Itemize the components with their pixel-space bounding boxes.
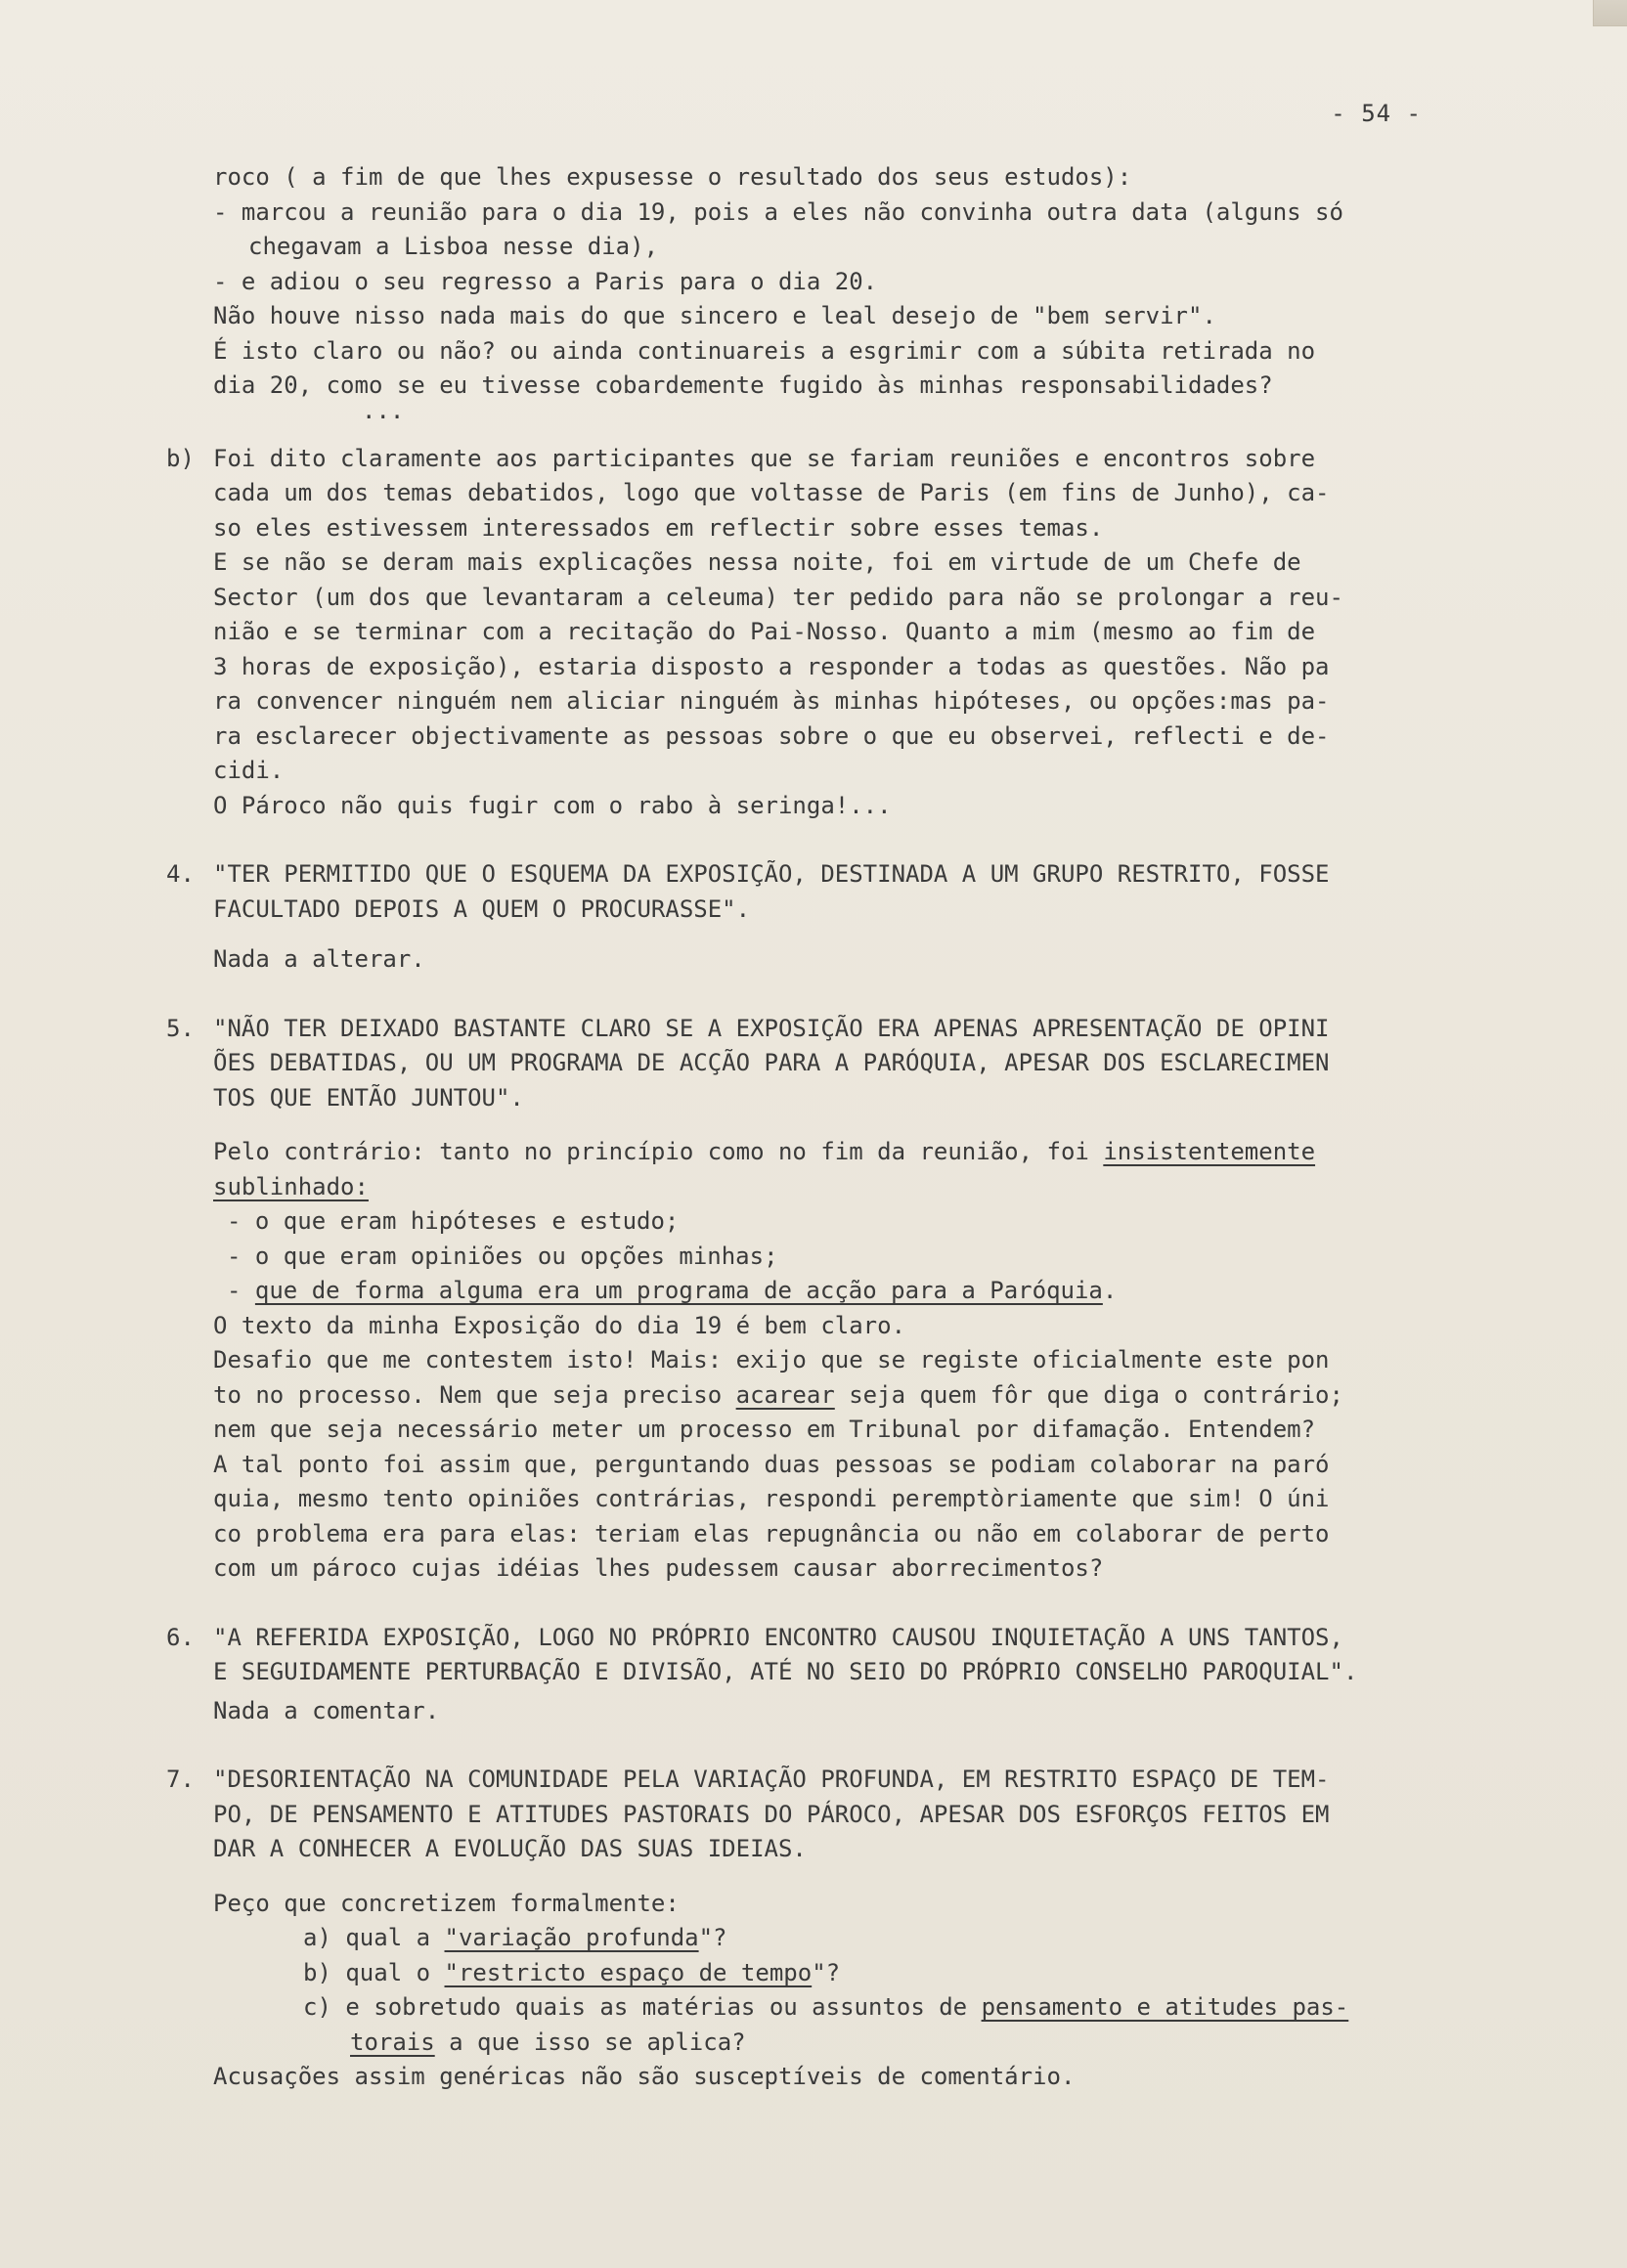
item-5 [166,1012,1467,1587]
text-line: cidi. [213,757,285,784]
text-line: nião e se terminar com a recitação do Pai-Nosso. Quanto a mim (mesmo ao fim de [213,618,1316,645]
quoted-accusation: E SEGUIDAMENTE PERTURBAÇÃO E DIVISÃO, ATÉ NO SEIO DO PRÓPRIO CONSELHO PAROQUIAL". [213,1658,1358,1685]
underlined-text: "restricto espaço de tempo [444,1958,813,1986]
bullet-continuation: chegavam a Lisboa nesse dia), [248,233,659,260]
document-body [166,160,1467,2095]
underlined-text: insistentemente [1103,1138,1316,1165]
quoted-accusation: FACULTADO DEPOIS A QUEM O PROCURASSE". [213,894,751,923]
text-line: to no processo. Nem que seja preciso acarear seja quem fôr que diga o contrário; [213,1380,1343,1409]
list-item: b) qual o "restricto espaço de tempo"? [303,1958,841,1986]
text-line: É isto claro ou não? ou ainda continuareis a esgrimir com a súbita retirada no [213,336,1316,365]
item-4 [166,857,1467,978]
quoted-accusation: DAR A CONHECER A EVOLUÇÃO DAS SUAS IDEIAS. [213,1835,807,1862]
bullet-line: - que de forma alguma era um programa de acção para a Paróquia. [227,1277,1118,1304]
section-label: b) [166,444,195,472]
answer-text: Nada a alterar. [213,945,425,973]
item-number: 7. [166,1766,195,1793]
ellipsis-mark: ... [362,396,405,424]
text-line: Peço que concretizem formalmente: [213,1889,680,1917]
underlined-text: sublinhado: [213,1172,369,1200]
text-line: Acusações assim genéricas não são susceptíveis de comentário. [213,2063,1076,2090]
underlined-text: torais [350,2028,435,2056]
text-line: roco ( a fim de que lhes expusesse o resultado dos seus estudos): [213,163,1132,191]
staple-mark [1593,0,1627,26]
quoted-accusation: "NÃO TER DEIXADO BASTANTE CLARO SE A EXPOSIÇÃO ERA APENAS APRESENTAÇÃO DE OPINI [213,1014,1330,1042]
list-item: c) e sobretudo quais as matérias ou assuntos de pensamento e atitudes pas- [303,1993,1349,2021]
quoted-accusation: "A REFERIDA EXPOSIÇÃO, LOGO NO PRÓPRIO ENCONTRO CAUSOU INQUIETAÇÃO A UNS TANTOS, [213,1623,1343,1651]
item-number: 4. [166,860,195,888]
bullet-line: - o que eram opiniões ou opções minhas; [227,1242,778,1270]
quoted-accusation: "DESORIENTAÇÃO NA COMUNIDADE PELA VARIAÇÃO PROFUNDA, EM RESTRITO ESPAÇO DE TEM- [213,1766,1330,1793]
underlined-text: pensamento e atitudes pas- [981,1993,1349,2021]
list-item-continuation: torais a que isso se aplica? [350,2028,746,2056]
quoted-accusation: PO, DE PENSAMENTO E ATITUDES PASTORAIS DO PÁROCO, APESAR DOS ESFORÇOS FEITOS EM [213,1800,1330,1828]
underlined-text: acarear [735,1380,835,1409]
section-b [166,442,1467,824]
answer-text: Nada a comentar. [213,1696,440,1724]
underlined-text: que de forma alguma era um programa de acção para a Paróquia [254,1277,1103,1304]
list-item: a) qual a "variação profunda"? [303,1924,727,1951]
bullet-line: - o que eram hipóteses e estudo; [227,1207,680,1235]
item-number: 6. [166,1623,195,1651]
text-line: nem que seja necessário meter um processo em Tribunal por difamação. Entendem? [213,1416,1316,1443]
text-line: E se não se deram mais explicações nessa noite, foi em virtude de um Chefe de [213,548,1301,576]
text-line: dia 20, como se eu tivesse cobardemente fugido às minhas responsabilidades? [213,371,1273,399]
text-line: 3 horas de exposição), estaria disposto a responder a todas as questões. Não pa [213,652,1330,680]
text-line: so eles estivessem interessados em reflectir sobre esses temas. [213,513,1104,542]
quoted-accusation: TOS QUE ENTÃO JUNTOU". [213,1083,524,1112]
text-line: Sector (um dos que levantaram a celeuma) ter pedido para não se prolongar a reu- [213,583,1343,611]
text-line: Pelo contrário: tanto no princípio como no fim da reunião, foi insistentemente [213,1138,1316,1165]
bullet-line: - e adiou o seu regresso a Paris para o dia 20. [213,267,878,295]
page-number: - 54 - [1331,100,1422,127]
text-line: ra esclarecer objectivamente as pessoas sobre o que eu observei, reflecti e de- [213,721,1330,750]
text-line: ra convencer ninguém nem aliciar ninguém às minhas hipóteses, ou opções:mas pa- [213,687,1330,715]
item-6 [166,1621,1467,1729]
text-line: cada um dos temas debatidos, logo que voltasse de Paris (em fins de Junho), ca- [213,479,1330,506]
text-line: com um pároco cujas idéias lhes pudessem causar aborrecimentos? [213,1554,1104,1582]
quoted-accusation: ÕES DEBATIDAS, OU UM PROGRAMA DE ACÇÃO PARA A PARÓQUIA, APESAR DOS ESCLARECIMEN [213,1049,1330,1076]
section-b-text [213,442,1343,824]
text-line: Desafio que me contestem isto! Mais: exijo que se registe oficialmente este pon [213,1346,1330,1374]
text-line: O Pároco não quis fugir com o rabo à seringa!... [213,791,892,819]
text-line: quia, mesmo tento opiniões contrárias, respondi peremptòriamente que sim! O úni [213,1485,1330,1512]
quoted-accusation: "TER PERMITIDO QUE O ESQUEMA DA EXPOSIÇÃO, DESTINADA A UM GRUPO RESTRITO, FOSSE [213,860,1330,888]
text-line: Não houve nisso nada mais do que sincero e leal desejo de "bem servir". [213,302,1216,329]
text-line: co problema era para elas: teriam elas repugnância ou não em colaborar de perto [213,1519,1330,1548]
item-7 [166,1763,1467,2095]
text-line: Foi dito claramente aos participantes que se fariam reuniões e encontros sobre [213,444,1316,472]
bullet-line: - marcou a reunião para o dia 19, pois a eles não convinha outra data (alguns só [213,197,1343,226]
underlined-text: "variação profunda [444,1924,699,1951]
text-line: A tal ponto foi assim que, perguntando duas pessoas se podiam colaborar na paró [213,1450,1330,1478]
item-number: 5. [166,1014,195,1042]
text-line: O texto da minha Exposição do dia 19 é bem claro. [213,1311,906,1339]
